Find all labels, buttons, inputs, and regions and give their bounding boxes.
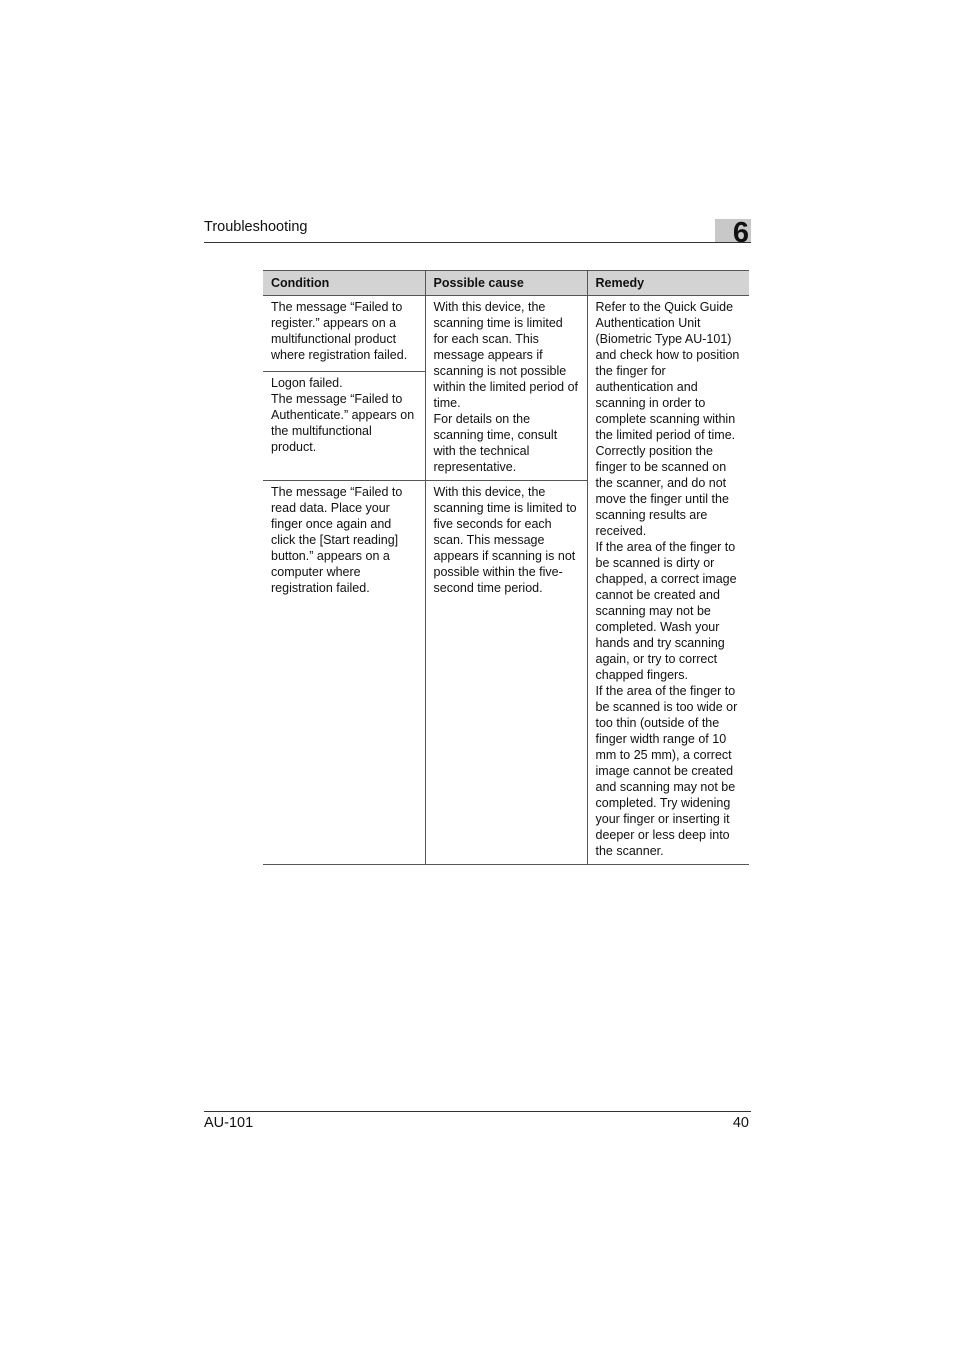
troubleshooting-table [263,270,749,865]
column-header-remedy: Remedy [587,271,749,296]
column-header-condition: Condition [263,271,425,296]
footer-model-name: AU-101 [204,1115,254,1131]
page-number: 40 [732,1115,749,1131]
condition-cell: The message “Failed to register.” appears on a multifunctional product where registration failed. [263,296,425,372]
remedy-cell: Refer to the Quick Guide Authentication Unit (Biometric Type AU-101) and check how to position the finger for authentication and scanning in order to complete scanning within the limited period of time. Correctly position the finger to be scanned on the scanner, and do not move the finger until the scanning results are received. If the area of the finger to be scanned is dirty or chapped, a correct image cannot be created and scanning may not be completed. Wash your hands and try scanning again, or try to correct chapped fingers. If the area of the finger to be scanned is too wide or too thin (outside of the finger width range of 10 mm to 25 mm), a correct image cannot be created and scanning may not be completed. Try widening your finger or inserting it deeper or less deep into the scanner. [587,296,749,865]
table-row [263,296,749,372]
column-header-possible-cause: Possible cause [425,271,587,296]
table-header-row [263,271,749,296]
cause-cell: With this device, the scanning time is limited to five seconds for each scan. This message appears if scanning is not possible within the five-second time period. [425,481,587,865]
condition-cell: The message “Failed to read data. Place your finger once again and click the [Start reading] button.” appears on a computer where registration failed. [263,481,425,865]
cause-cell: With this device, the scanning time is limited for each scan. This message appears if scanning is not possible within the limited period of time. For details on the scanning time, consult with the technical representative. [425,296,587,481]
header-divider [204,242,751,243]
footer-divider [204,1111,751,1112]
condition-cell: Logon failed. The message “Failed to Authenticate.” appears on the multifunctional product. [263,371,425,480]
chapter-number: 6 [732,217,749,249]
running-header-title: Troubleshooting [204,219,308,235]
chapter-tab [715,217,751,249]
